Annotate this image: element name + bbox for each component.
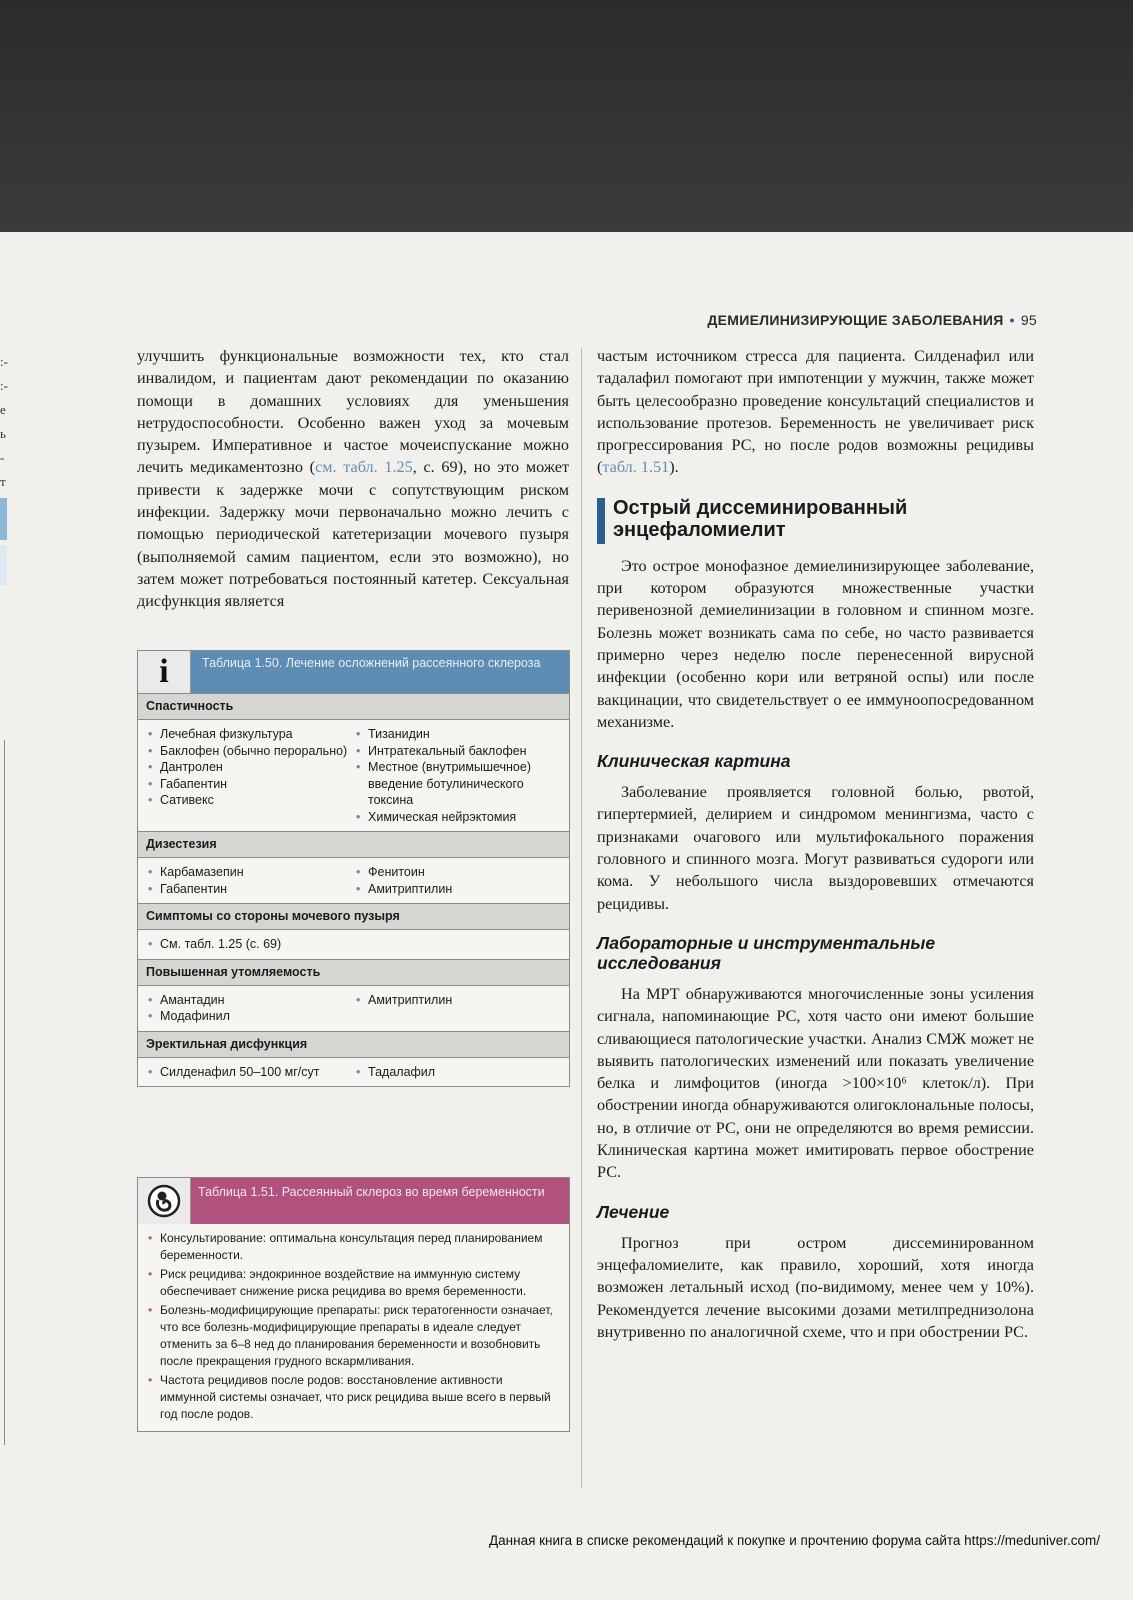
- info-icon: i: [138, 651, 191, 693]
- section-body: [138, 930, 569, 959]
- subsection-heading: Клиническая картина: [597, 751, 791, 772]
- list-item: • Тадалафил: [354, 1064, 561, 1081]
- footer-note: Данная книга в списке рекомендаций к покупке и прочтению форума сайта https://meduniver.com/: [489, 1533, 1100, 1548]
- list-item: • Тизанидин: [354, 726, 561, 743]
- table-header: [138, 651, 569, 693]
- list-item: • Габапентин: [146, 776, 354, 793]
- section-heading: Спастичность: [138, 693, 569, 720]
- list-item: • Силденафил 50–100 мг/сут: [146, 1064, 354, 1081]
- column-rule: [581, 348, 582, 1488]
- left-edge-light-bar: [0, 545, 7, 585]
- section-heading: Дизестезия: [138, 831, 569, 858]
- section-body: [138, 1058, 569, 1087]
- running-head: [707, 312, 1037, 328]
- section-heading: Повышенная утомляемость: [138, 959, 569, 986]
- table-header: [138, 1178, 569, 1224]
- left-edge-blue-bar: [0, 498, 7, 540]
- paragraph: Это острое монофазное демиелинизирующее заболевание, при котором образуются множественные участки перивенозной демиелинизации в головном и спинном мозге. Болезнь может возникать сама по себе, но часто развивается примерно через неделю после перенесенной вирусной инфекции (особенно кори или ветряной оспы) или после вакцинации, что свидетельствует о ее иммуноопосредованном механизме.: [597, 556, 1034, 731]
- list-item: • Лечебная физкультура: [146, 726, 354, 743]
- paragraph: На МРТ обнаруживаются многочисленные зоны усиления сигнала, напоминающие РС, хотя часто они имеют большие сливающиеся патологические участки. Анализ СМЖ может не выявить патологических изменений или показать увеличение белка и лимфоцитов (иногда >100×10⁶ клеток/л). При обострении иногда обнаруживаются олигоклональные полосы, но, в отличие от РС, они не определяются во время ремиссии. Клиническая картина может имитировать первое обострение РС.: [597, 984, 1034, 1182]
- running-head-separator: •: [1009, 312, 1015, 328]
- right-column: [597, 345, 1034, 1343]
- list-item: • Интратекальный баклофен: [354, 743, 561, 760]
- paragraph: улучшить функциональные возможности тех, кто стал инвалидом, и пациентам дают рекомендации по оказанию помощи в домашних условиях для уменьшения нетрудоспособности. Особенно важен уход за мочевым пузырем. Императивное и частое мочеиспускание можно лечить медикаментозно (см. табл. 1.25, с. 69), но это может привести к задержке мочи с сопутствующим риском инфекции. Задержку мочи первоначально можно лечить с помощью периодической катетеризации мочевого пузыря (выполняемой самим пациентом, если это возможно), но затем может потребоваться постоянный катетер. Сексуальная дисфункция является: [137, 347, 570, 611]
- table-title: Таблица 1.51. Рассеянный склероз во время беременности: [198, 1185, 545, 1199]
- pregnancy-icon: [138, 1178, 191, 1224]
- section-heading: Симптомы со стороны мочевого пузыря: [138, 903, 569, 930]
- paragraph: частым источником стресса для пациента. Силденафил или тадалафил помогают при импотенции у мужчин, также может быть целесообразно проведение консультаций специалистов и использование протезов. Беременность не увеличивает риск прогрессирования РС, но после родов возможны рецидивы (табл. 1.51).: [597, 347, 1034, 477]
- section-body: [138, 986, 569, 1031]
- list-item: • Болезнь-модифицирующие препараты: риск тератогенности означает, что все болезнь-модифицирующие препараты в идеале следует отменить за 6–8 нед до планирования беременности и возобновить после прекращения грудного вскармливания.: [146, 1302, 561, 1370]
- list-item: • Амитриптилин: [354, 992, 561, 1009]
- list-item: • Сативекс: [146, 792, 354, 809]
- list-item: • Амитриптилин: [354, 881, 561, 898]
- list-item: • Консультирование: оптимальна консультация перед планированием беременности.: [146, 1230, 561, 1264]
- list-item: • Частота рецидивов после родов: восстановление активности иммунной системы означает, что риск рецидива выше всего в первый год после родов.: [146, 1372, 561, 1423]
- table-1-51: [137, 1177, 570, 1432]
- list-item: • Амантадин: [146, 992, 354, 1009]
- left-page-edge: :- :- е ь ​- т: [0, 354, 8, 489]
- scan-dark-margin: [0, 0, 1133, 232]
- list-item: • См. табл. 1.25 (с. 69): [146, 936, 354, 953]
- list-item: • Местное (внутримышечное) введение ботулинического токсина: [354, 759, 561, 809]
- table-ref-link[interactable]: см. табл. 1.25: [315, 458, 413, 477]
- list-item: • Баклофен (обычно перорально): [146, 743, 354, 760]
- left-column: [137, 345, 569, 613]
- subsection-heading: Лабораторные и инструментальные исследования: [597, 932, 936, 973]
- paragraph: Заболевание проявляется головной болью, рвотой, гипертермией, делирием и синдромом менингизма, часто с признаками очагового или мультифокального поражения головного и спинного мозга. Могут развиваться судороги или кома. У небольшого числа выздоровевших отмечаются рецидивы.: [597, 783, 1034, 913]
- page-number: 95: [1020, 312, 1037, 328]
- left-edge-line: [4, 740, 5, 1445]
- list-item: • Габапентин: [146, 881, 354, 898]
- section-heading: Эректильная дисфункция: [138, 1031, 569, 1058]
- list-item: • Фенитоин: [354, 864, 561, 881]
- list-item: • Химическая нейрэктомия: [354, 809, 561, 826]
- table-1-50: [137, 650, 570, 1087]
- table-ref-link[interactable]: табл. 1.51: [602, 458, 670, 477]
- paragraph: Прогноз при остром диссеминированном энцефаломиелите, как правило, хороший, хотя иногда возможен летальный исход (по-видимому, менее чем у 10%). Рекомендуется лечение высокими дозами метилпреднизолона внутривенно по аналогичной схеме, что и при обострении РС.: [597, 1233, 1034, 1341]
- list-item: • Карбамазепин: [146, 864, 354, 881]
- section-heading: Острый диссеминированный энцефаломиелит: [597, 497, 1034, 541]
- list-item: • Модафинил: [146, 1008, 354, 1025]
- subsection-heading: Лечение: [597, 1201, 670, 1222]
- table-title: Таблица 1.50. Лечение осложнений рассеянного склероза: [202, 656, 541, 670]
- section-body: [138, 720, 569, 831]
- running-head-title: ДЕМИЕЛИНИЗИРУЮЩИЕ ЗАБОЛЕВАНИЯ: [707, 312, 1004, 328]
- list-item: • Дантролен: [146, 759, 354, 776]
- list-item: • Риск рецидива: эндокринное воздействие на иммунную систему обеспечивает снижение риска рецидива во время беременности.: [146, 1266, 561, 1300]
- section-body: [138, 858, 569, 903]
